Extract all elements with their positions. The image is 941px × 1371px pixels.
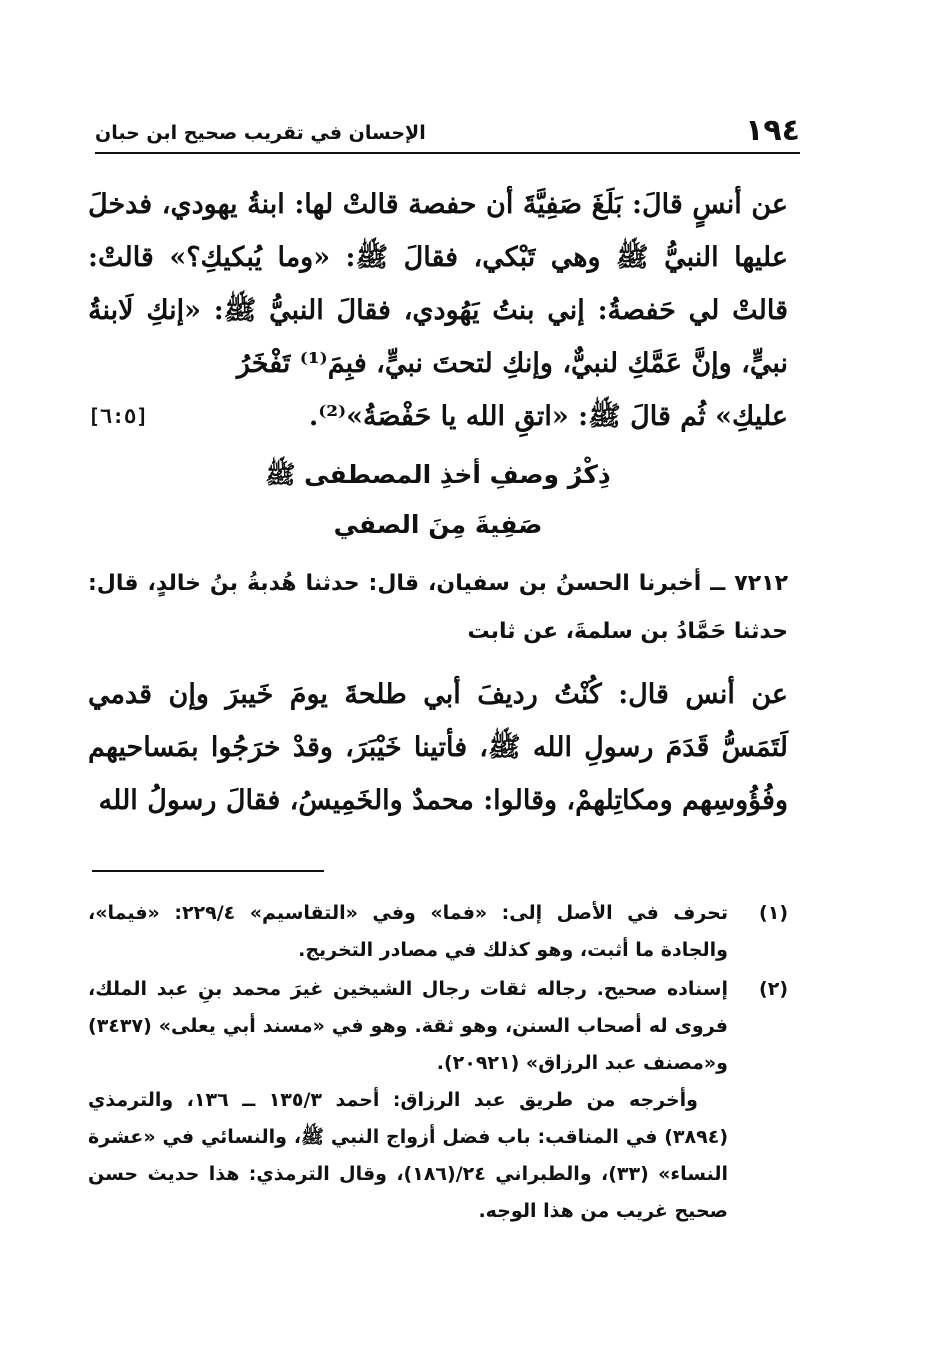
page-number: ١٩٤ — [745, 113, 800, 148]
footnote-continuation: وأخرجه من طريق عبد الرزاق: أحمد ١٣٥/٣ ــ ١٣٦، والترمذي (٣٨٩٤) في المناقب: باب فضل أزواج النبي ﷺ، والنسائي في «عشرة النساء» (٣٣)، والطبراني ٢٤/(١٨٦)، وقال الترمذي: هذا حديث حسن صحيح غريب من هذا الوجه. — [88, 1089, 728, 1222]
footnote-number: (١) — [759, 902, 788, 924]
page-header — [95, 112, 800, 154]
footnote-text: إسناده صحيح. رجاله ثقات رجال الشيخين غيرَ محمد بنِ عبد الملك، فروى له أصحاب السنن، وهو ثقة. وهو في «مسند أبي يعلى» (٣٤٣٧) و«مصنف عبد الرزاق» (٢٠٩٢١). — [88, 978, 728, 1074]
footnotes — [88, 895, 788, 1232]
running-title: الإحسان في تقريب صحيح ابن حبان — [95, 122, 426, 144]
footnote-number: (٢) — [759, 978, 788, 1000]
hadith-final-text: عليكِ» ثُم قالَ ﷺ: «اتقِ الله يا حَفْصَةُ»⁽²⁾. — [308, 401, 788, 432]
isnad-paragraph: ٧٢١٢ ــ أخبرنا الحسنُ بن سفيان، قال: حدثنا هُدبةُ بنُ خالدٍ، قال: حدثنا حَمَّادُ بن سلمةَ، عن ثابت — [88, 571, 788, 644]
section-title: ذِكْرُ وصفِ أخذِ المصطفى ﷺ — [265, 460, 611, 489]
hadith-text-paragraph-2: عن أنس قال: كُنْتُ رديفَ أبي طلحةَ يومَ خَيبرَ وإن قدمي لَتَمَسُّ قَدَمَ رسولِ الله ﷺ، فأتينا خَيْبَرَ، وقدْ خرَجُوا بمَساحيهم وفُؤُوسِهم ومكاتِلهمْ، وقالوا: محمدٌ والخَمِيسُ، فقالَ رسولُ الله — [88, 679, 788, 816]
footnote — [88, 895, 788, 969]
section-subtitle: صَفِيةَ مِنَ الصفي — [333, 510, 543, 539]
hadith-text-paragraph: عن أنسٍ قالَ: بَلَغَ صَفِيَّةَ أن حفصة قالتْ لها: ابنةُ يهودي، فدخلَ عليها النبيُّ ﷺ وهي تَبْكي، فقالَ ﷺ: «وما يُبكيكِ؟» قالتْ: قالتْ لي حَفصةُ: إني بنتُ يَهُودي، فقالَ النبيُّ ﷺ: «إنكِ لَابنةُ نبيٍّ، وإنَّ عَمَّكِ لنبيٌّ، وإنكِ لتحتَ نبيٍّ، فبِمَ⁽¹⁾ تَفْخَرُ — [88, 189, 788, 379]
footnote-text: تحرف في الأصل إلى: «فما» وفي «التقاسيم» ٢٢٩/٤: «فيما»، والجادة ما أثبت، وهو كذلك في مصادر التخريج. — [88, 902, 728, 961]
hadith-final-line — [88, 390, 788, 443]
footnote-divider — [92, 870, 324, 872]
footnote — [88, 971, 788, 1230]
reference-tag: [٦:٥] — [88, 404, 149, 428]
